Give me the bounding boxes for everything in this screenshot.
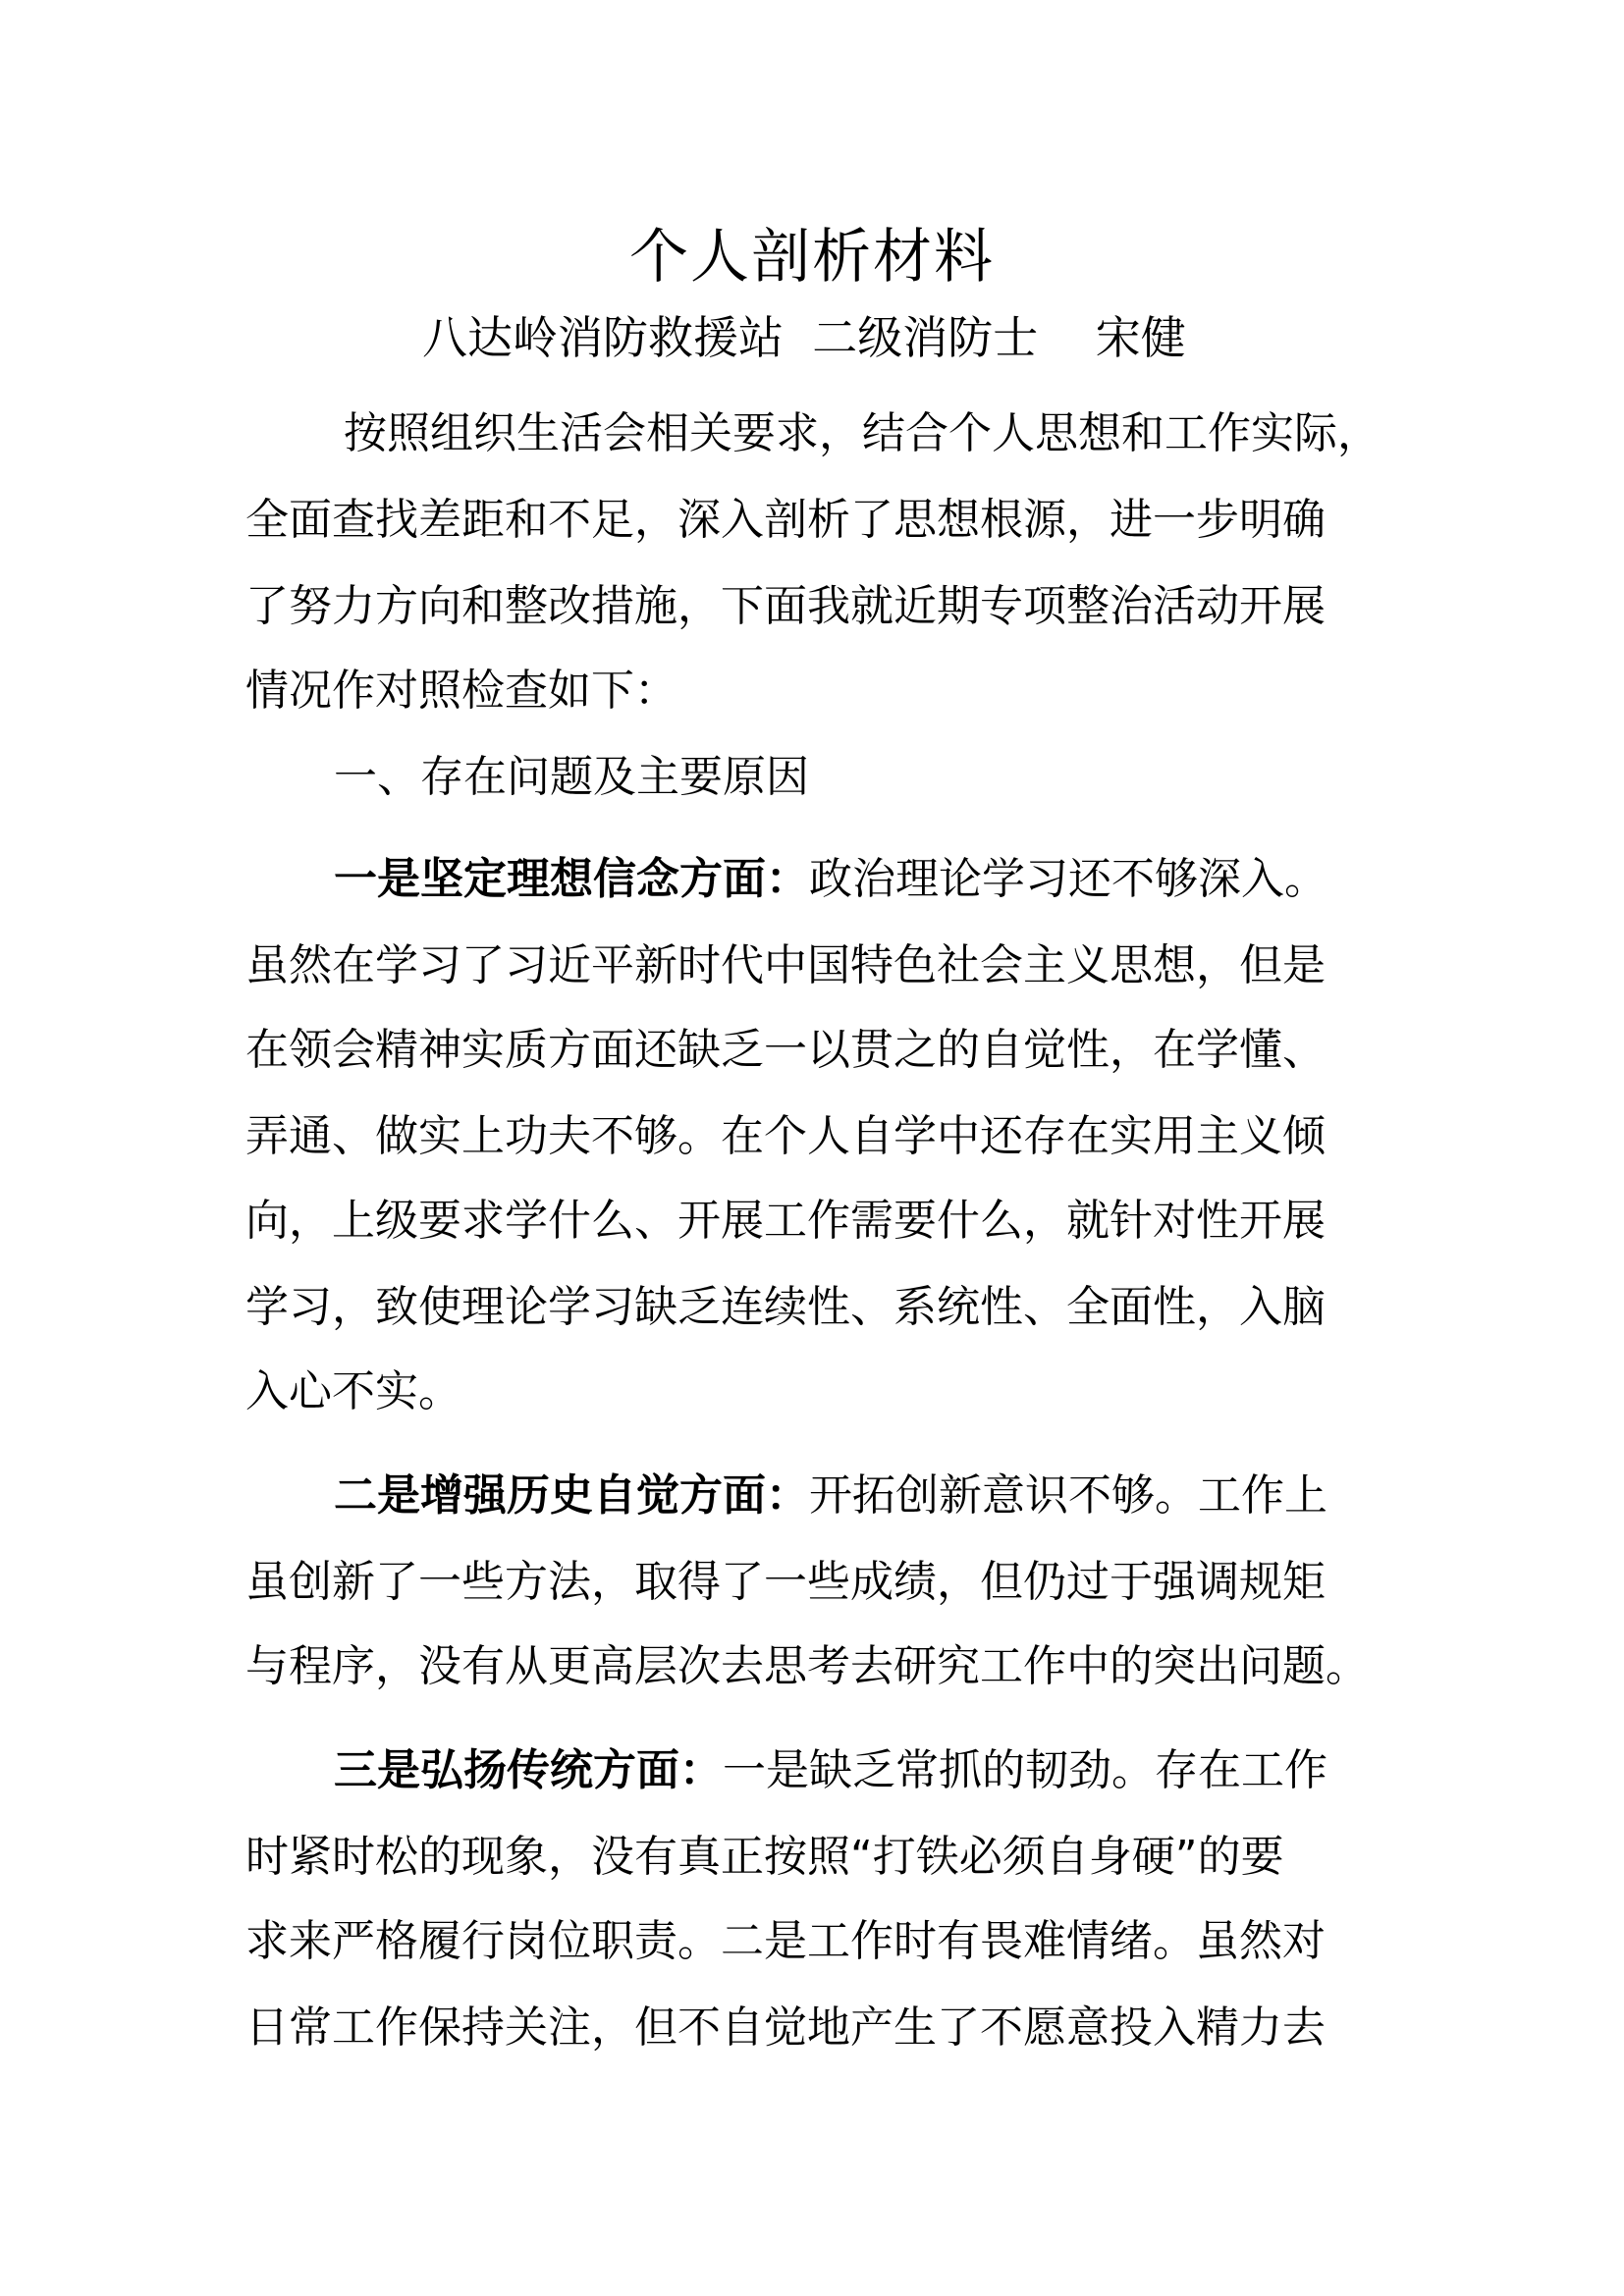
intro-line-1: 按照组织生活会相关要求，结合个人思想和工作实际， — [344, 408, 1380, 458]
item3-line: 时紧时松的现象，没有真正按照“打铁必须自身硬”的要 — [245, 1832, 1284, 1882]
item1-line: 学习，致使理论学习缺乏连续性、系统性、全面性，入脑 — [245, 1282, 1326, 1332]
item1-heading: 一是坚定理想信念方面： — [334, 854, 809, 904]
item3-heading: 三是弘扬传统方面： — [334, 1745, 723, 1795]
section-heading: 一、存在问题及主要原因 — [334, 752, 809, 802]
document-title: 个人剖析材料 — [629, 223, 995, 292]
item2-heading: 二是增强历史自觉方面： — [334, 1470, 809, 1521]
item1-line: 弄通、做实上功夫不够。在个人自学中还存在实用主义倾 — [245, 1111, 1326, 1161]
intro-line-2: 全面查找差距和不足，深入剖析了思想根源，进一步明确 — [245, 495, 1326, 545]
item1-line: 向，上级要求学什么、开展工作需要什么，就针对性开展 — [245, 1196, 1326, 1246]
item3-line: 求来严格履行岗位职责。二是工作时有畏难情绪。虽然对 — [245, 1916, 1326, 1966]
item1-line: 在领会精神实质方面还缺乏一以贯之的自觉性，在学懂、 — [245, 1025, 1326, 1075]
item2-first-line — [334, 1467, 1327, 1525]
item3-line: 日常工作保持关注，但不自觉地产生了不愿意投入精力去 — [245, 2002, 1326, 2053]
item2-first-text: 开拓创新意识不够。工作上 — [809, 1470, 1327, 1521]
intro-line-3: 了努力方向和整改措施，下面我就近期专项整治活动开展 — [245, 581, 1326, 631]
item1-line: 虽然在学习了习近平新时代中国特色社会主义思想，但是 — [245, 940, 1326, 990]
item2-line: 与程序，没有从更高层次去思考去研究工作中的突出问题。 — [245, 1641, 1369, 1691]
item2-line: 虽创新了一些方法，取得了一些成绩，但仍过于强调规矩 — [245, 1557, 1326, 1607]
item3-first-text: 一是缺乏常抓的韧劲。存在工作 — [723, 1745, 1327, 1795]
item3-first-line — [334, 1741, 1327, 1800]
intro-line-4: 情况作对照检查如下： — [245, 666, 677, 716]
item1-line: 入心不实。 — [245, 1366, 461, 1416]
author-line: 八达岭消防救援站 二级消防士 宋健 — [422, 311, 1186, 364]
item1-first-text: 政治理论学习还不够深入。 — [809, 854, 1327, 904]
item1-first-line — [334, 850, 1327, 909]
